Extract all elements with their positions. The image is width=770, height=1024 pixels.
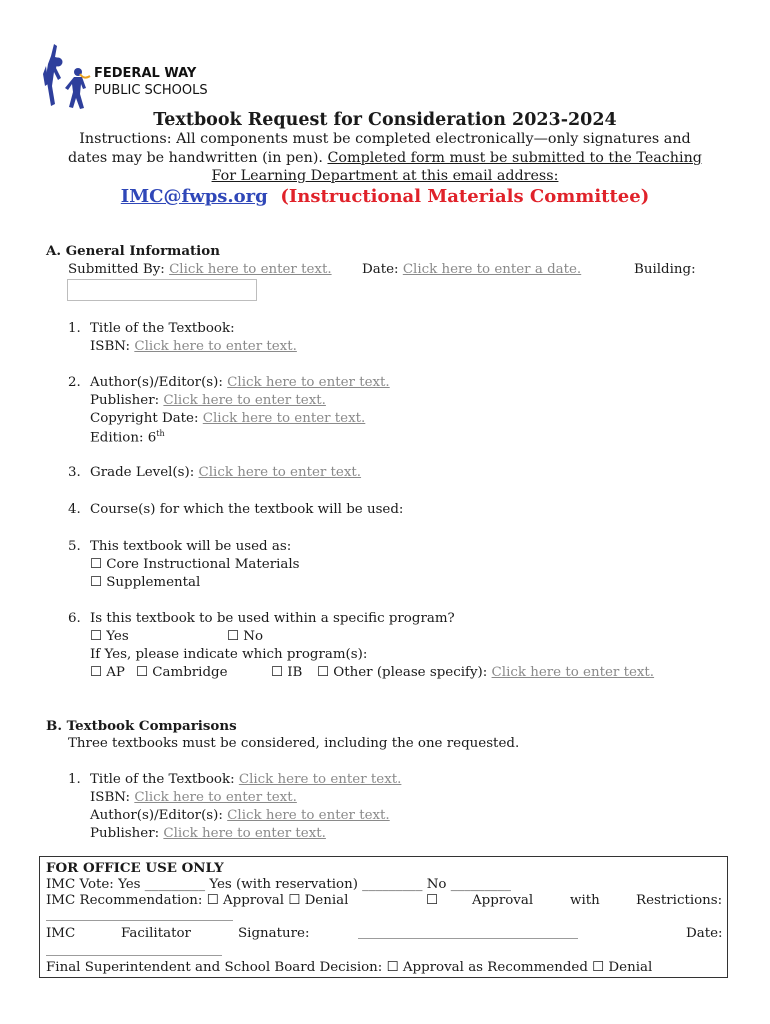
q2-publisher-row [90, 393, 326, 408]
q5-supplemental-checkbox[interactable]: ☐ Supplemental [90, 575, 201, 590]
q1-isbn-label: ISBN: [90, 339, 131, 354]
q6-cambridge-checkbox[interactable]: ☐ Cambridge [136, 665, 228, 680]
b-q1-isbn-label: ISBN: [90, 790, 131, 805]
q5-core-checkbox[interactable]: ☐ Core Instructional Materials [90, 557, 300, 572]
submitted-by-label: Submitted By: [68, 262, 165, 277]
q3-number: 3. [68, 465, 81, 480]
office-date-line: ________________________________ [46, 943, 222, 956]
date-field[interactable]: Click here to enter a date. [402, 262, 582, 277]
b-q1-title-field[interactable]: Click here to enter text. [238, 772, 402, 787]
date-row [362, 262, 581, 277]
office-heading: FOR OFFICE USE ONLY [46, 860, 224, 876]
q6-number: 6. [68, 611, 81, 626]
office-with-label: with [570, 893, 600, 908]
q5-text: This textbook will be used as: [90, 539, 292, 554]
q3-grade-field[interactable]: Click here to enter text. [198, 465, 362, 480]
q4-number: 4. [68, 502, 81, 517]
office-approval-label: Approval [472, 893, 534, 908]
submitted-by-row [68, 262, 332, 277]
b-q1-isbn-row [90, 790, 297, 805]
q2-author-label: Author(s)/Editor(s): [90, 375, 223, 390]
office-facilitator-imc: IMC [46, 926, 76, 941]
q6-other-row [317, 665, 654, 680]
email-line [0, 186, 770, 207]
office-signature-line[interactable]: ________________________________________ [358, 926, 578, 939]
b-q1-author-field[interactable]: Click here to enter text. [227, 808, 390, 823]
q2-author-row [90, 375, 390, 390]
q4-course-label: Course(s) for which the textbook will be used: [90, 502, 404, 517]
section-b-heading: B. Textbook Comparisons [46, 718, 237, 734]
q5-number: 5. [68, 539, 81, 554]
q3-grade-label: Grade Level(s): [90, 465, 195, 480]
office-approval-checkbox[interactable]: ☐ [426, 893, 439, 908]
logo-line2: PUBLIC SCHOOLS [94, 83, 208, 98]
q6-ifyes-text: If Yes, please indicate which program(s): [90, 647, 368, 662]
office-final-decision: Final Superintendent and School Board Decision: ☐ Approval as Recommended ☐ Denial [46, 960, 653, 975]
office-restrictions-label: Restrictions: [636, 893, 723, 908]
q2-author-field[interactable]: Click here to enter text. [227, 375, 390, 390]
q2-number: 2. [68, 375, 81, 390]
q6-no-checkbox[interactable]: ☐ No [227, 629, 264, 644]
q2-edition-sup: th [156, 429, 165, 438]
b-q1-author-label: Author(s)/Editor(s): [90, 808, 223, 823]
district-logo-icon [40, 42, 92, 112]
q6-ib-checkbox[interactable]: ☐ IB [271, 665, 303, 680]
b-q1-title-row [90, 772, 401, 787]
instructions-line2 [0, 150, 770, 166]
q2-publisher-label: Publisher: [90, 393, 160, 408]
q1-isbn-row [90, 339, 297, 354]
logo-wordmark [94, 65, 208, 99]
q6-ap-checkbox[interactable]: ☐ AP [90, 665, 125, 680]
section-b-intro: Three textbooks must be considered, including the one requested. [68, 736, 520, 751]
page-title: Textbook Request for Consideration 2023-2024 [153, 110, 617, 130]
office-facilitator-label: Facilitator [121, 926, 191, 941]
q6-other-checkbox[interactable]: ☐ Other (please specify): [317, 665, 488, 680]
q2-publisher-field[interactable]: Click here to enter text. [163, 393, 326, 408]
b-q1-isbn-field[interactable]: Click here to enter text. [134, 790, 297, 805]
q1-number: 1. [68, 321, 81, 336]
section-a-heading: A. General Information [46, 243, 220, 259]
b-q1-publisher-field[interactable]: Click here to enter text. [163, 826, 326, 841]
building-label: Building: [634, 262, 696, 277]
q2-edition [90, 429, 165, 445]
q6-text: Is this textbook to be used within a specific program? [90, 611, 455, 626]
q2-copyright-field[interactable]: Click here to enter text. [202, 411, 366, 426]
building-input[interactable] [67, 279, 257, 301]
office-signature-label: Signature: [238, 926, 310, 941]
office-date-label: Date: [686, 926, 723, 941]
q2-edition-label: Edition: 6 [90, 430, 157, 446]
instructions-line2-underlined: Completed form must be submitted to the Teaching [327, 150, 702, 166]
email-link[interactable]: IMC@fwps.org [120, 186, 268, 207]
submitted-by-field[interactable]: Click here to enter text. [169, 262, 332, 277]
office-vote: IMC Vote: Yes _________ Yes (with reservation) _________ No _________ [46, 877, 511, 892]
instructions-line2-plain: dates may be handwritten (in pen). [68, 150, 328, 166]
office-recommendation: IMC Recommendation: ☐ Approval ☐ Denial [46, 893, 349, 908]
q2-copyright-row [90, 411, 365, 426]
office-use-box [39, 856, 728, 978]
q2-copyright-label: Copyright Date: [90, 411, 199, 426]
q6-other-field[interactable]: Click here to enter text. [491, 665, 655, 680]
logo-line1: FEDERAL WAY [94, 66, 197, 81]
date-label: Date: [362, 262, 399, 277]
office-restrictions-line: __________________________________ [46, 908, 233, 921]
q3-grade-row [90, 465, 361, 480]
b-q1-publisher-label: Publisher: [90, 826, 160, 841]
instructions-line3: For Learning Department at this email address: [211, 168, 559, 184]
instructions-line1: Instructions: All components must be completed electronically—only signatures and [79, 131, 691, 147]
q6-yes-checkbox[interactable]: ☐ Yes [90, 629, 129, 644]
b-q1-author-row [90, 808, 390, 823]
committee-name: (Instructional Materials Committee) [280, 186, 650, 207]
q1-title-label: Title of the Textbook: [90, 321, 235, 336]
q1-isbn-field[interactable]: Click here to enter text. [134, 339, 297, 354]
b-q1-publisher-row [90, 826, 326, 841]
b-q1-number: 1. [68, 772, 81, 787]
b-q1-title-label: Title of the Textbook: [90, 772, 235, 787]
